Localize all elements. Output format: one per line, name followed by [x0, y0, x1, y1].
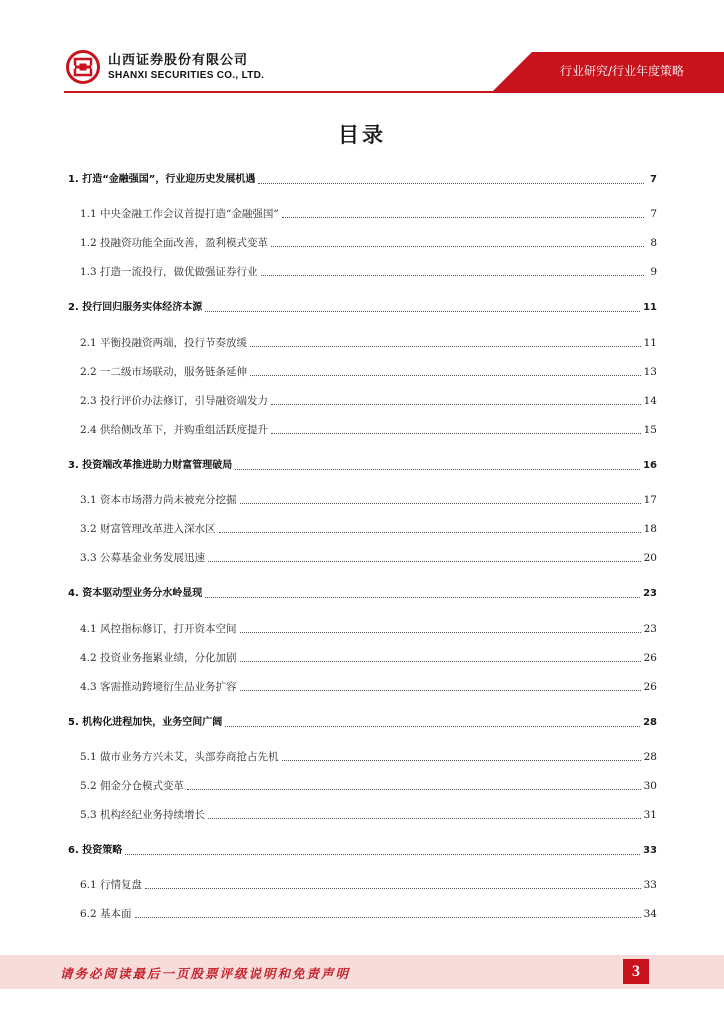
toc-entry-page: 34 — [643, 908, 657, 920]
toc-entry-page: 14 — [643, 395, 657, 407]
toc-section-entry[interactable] — [80, 332, 657, 350]
toc-chapter-entry[interactable] — [68, 169, 657, 187]
toc-dot-leader — [219, 531, 641, 533]
header-divider — [64, 91, 724, 93]
toc-chapter-entry[interactable] — [68, 583, 657, 601]
toc-entry-title: 5.1 做市业务方兴未艾，头部券商抢占先机 — [80, 751, 279, 763]
toc-dot-leader — [250, 345, 641, 347]
toc-section-entry[interactable] — [80, 547, 657, 565]
toc-dot-leader — [271, 432, 641, 434]
toc-entry-page: 31 — [643, 809, 657, 821]
toc-section-entry[interactable] — [80, 618, 657, 636]
toc-dot-leader — [258, 182, 644, 184]
company-name-en: SHANXI SECURITIES CO., LTD. — [108, 69, 265, 81]
shanxi-securities-logo-icon — [66, 50, 100, 84]
toc-section-entry[interactable] — [80, 647, 657, 665]
toc-dot-leader — [225, 725, 640, 727]
toc-dot-leader — [250, 374, 641, 376]
toc-entry-page: 20 — [643, 552, 657, 564]
toc-entry-title: 1.3 打造一流投行，做优做强证券行业 — [80, 266, 258, 278]
toc-entry-title: 3.1 资本市场潜力尚未被充分挖掘 — [80, 494, 237, 506]
toc-entry-page: 23 — [643, 588, 657, 599]
toc-section-entry[interactable] — [80, 903, 657, 921]
toc-section-entry[interactable] — [80, 676, 657, 694]
toc-dot-leader — [282, 216, 644, 218]
toc-entry-page: 26 — [643, 681, 657, 693]
toc-entry-title: 1.1 中央金融工作会议首提打造“金融强国” — [80, 208, 279, 220]
toc-section-entry[interactable] — [80, 874, 657, 892]
toc-entry-title: 3.2 财富管理改革进入深水区 — [80, 523, 216, 535]
toc-entry-title: 5.3 机构经纪业务持续增长 — [80, 809, 206, 821]
toc-entry-page: 17 — [643, 494, 657, 506]
toc-dot-leader — [135, 916, 641, 918]
toc-dot-leader — [125, 853, 640, 855]
toc-dot-leader — [261, 274, 644, 276]
toc-section-entry[interactable] — [80, 361, 657, 379]
report-type-label: 行业研究/行业年度策略 — [559, 64, 684, 78]
toc-entry-page: 33 — [643, 879, 657, 891]
toc-entry-title: 3. 投资端改革推进助力财富管理破局 — [68, 460, 233, 471]
toc-entry-page: 9 — [650, 266, 657, 278]
toc-entry-title: 4.1 风控指标修订，打开资本空间 — [80, 623, 237, 635]
toc-entry-title: 4. 资本驱动型业务分水岭显现 — [68, 588, 203, 599]
toc-entry-title: 6.2 基本面 — [80, 908, 132, 920]
toc-dot-leader — [208, 560, 641, 562]
toc-entry-title: 1.2 投融资功能全面改善，盈利模式变革 — [80, 237, 269, 249]
toc-entry-page: 30 — [643, 780, 657, 792]
footer-disclaimer: 请务必阅读最后一页股票评级说明和免责声明 — [60, 966, 351, 981]
toc-section-entry[interactable] — [80, 804, 657, 822]
toc-entry-title: 2.4 供给侧改革下，并购重组活跃度提升 — [80, 424, 269, 436]
toc-dot-leader — [240, 502, 641, 504]
toc-entry-page: 8 — [650, 237, 657, 249]
toc-entry-page: 28 — [643, 717, 657, 728]
toc-dot-leader — [271, 245, 644, 247]
toc-entry-page: 13 — [643, 366, 657, 378]
toc-dot-leader — [240, 689, 641, 691]
toc-section-entry[interactable] — [80, 775, 657, 793]
toc-entry-page: 11 — [643, 337, 657, 349]
toc-entry-page: 11 — [643, 302, 657, 313]
toc-title: 目录 — [338, 123, 386, 147]
toc-chapter-entry[interactable] — [68, 840, 657, 858]
toc-entry-title: 6. 投资策略 — [68, 845, 123, 856]
toc-entry-page: 18 — [643, 523, 657, 535]
toc-entry-title: 2.1 平衡投融资两端，投行节奏放缓 — [80, 337, 248, 349]
toc-section-entry[interactable] — [80, 390, 657, 408]
toc-chapter-entry[interactable] — [68, 455, 657, 473]
toc-section-entry[interactable] — [80, 261, 657, 279]
toc-entry-page: 26 — [643, 652, 657, 664]
toc-entry-title: 3.3 公募基金业务发展迅速 — [80, 552, 206, 564]
toc-chapter-entry[interactable] — [68, 297, 657, 315]
toc-dot-leader — [240, 631, 641, 633]
toc-entry-title: 2.3 投行评价办法修订，引导融资端发力 — [80, 395, 269, 407]
toc-entry-title: 4.2 投资业务拖累业绩，分化加剧 — [80, 652, 237, 664]
toc-entry-page: 7 — [650, 208, 657, 220]
company-name-cn: 山西证券股份有限公司 — [108, 52, 249, 68]
toc-entry-title: 4.3 客需推动跨境衍生品业务扩容 — [80, 681, 237, 693]
toc-section-entry[interactable] — [80, 419, 657, 437]
toc-chapter-entry[interactable] — [68, 712, 657, 730]
toc-entry-page: 33 — [643, 845, 657, 856]
toc-entry-title: 2. 投行回归服务实体经济本源 — [68, 302, 203, 313]
toc-dot-leader — [240, 660, 641, 662]
toc-dot-leader — [205, 596, 640, 598]
toc-dot-leader — [282, 759, 641, 761]
toc-entry-title: 6.1 行情复盘 — [80, 879, 143, 891]
toc-dot-leader — [235, 468, 640, 470]
toc-dot-leader — [205, 310, 640, 312]
toc-section-entry[interactable] — [80, 203, 657, 221]
toc-section-entry[interactable] — [80, 518, 657, 536]
toc-dot-leader — [145, 887, 641, 889]
toc-entry-page: 16 — [643, 460, 657, 471]
toc-section-entry[interactable] — [80, 232, 657, 250]
toc-entry-page: 15 — [643, 424, 657, 436]
page-number: 3 — [623, 959, 649, 984]
page-header — [0, 0, 724, 100]
toc-entry-title: 5.2 佣金分仓模式变革 — [80, 780, 185, 792]
toc-entry-title: 2.2 一二级市场联动，服务链条延伸 — [80, 366, 248, 378]
toc-entry-title: 5. 机构化进程加快，业务空间广阔 — [68, 717, 223, 728]
toc-entry-title: 1. 打造“金融强国”，行业迎历史发展机遇 — [68, 174, 256, 185]
toc-entry-page: 23 — [643, 623, 657, 635]
toc-dot-leader — [208, 817, 641, 819]
toc-entry-page: 28 — [643, 751, 657, 763]
toc-entry-page: 7 — [650, 174, 657, 185]
toc-section-entry[interactable] — [80, 746, 657, 764]
company-logo — [66, 50, 264, 84]
toc-dot-leader — [271, 403, 641, 405]
toc-dot-leader — [187, 788, 641, 790]
toc-section-entry[interactable] — [80, 489, 657, 507]
